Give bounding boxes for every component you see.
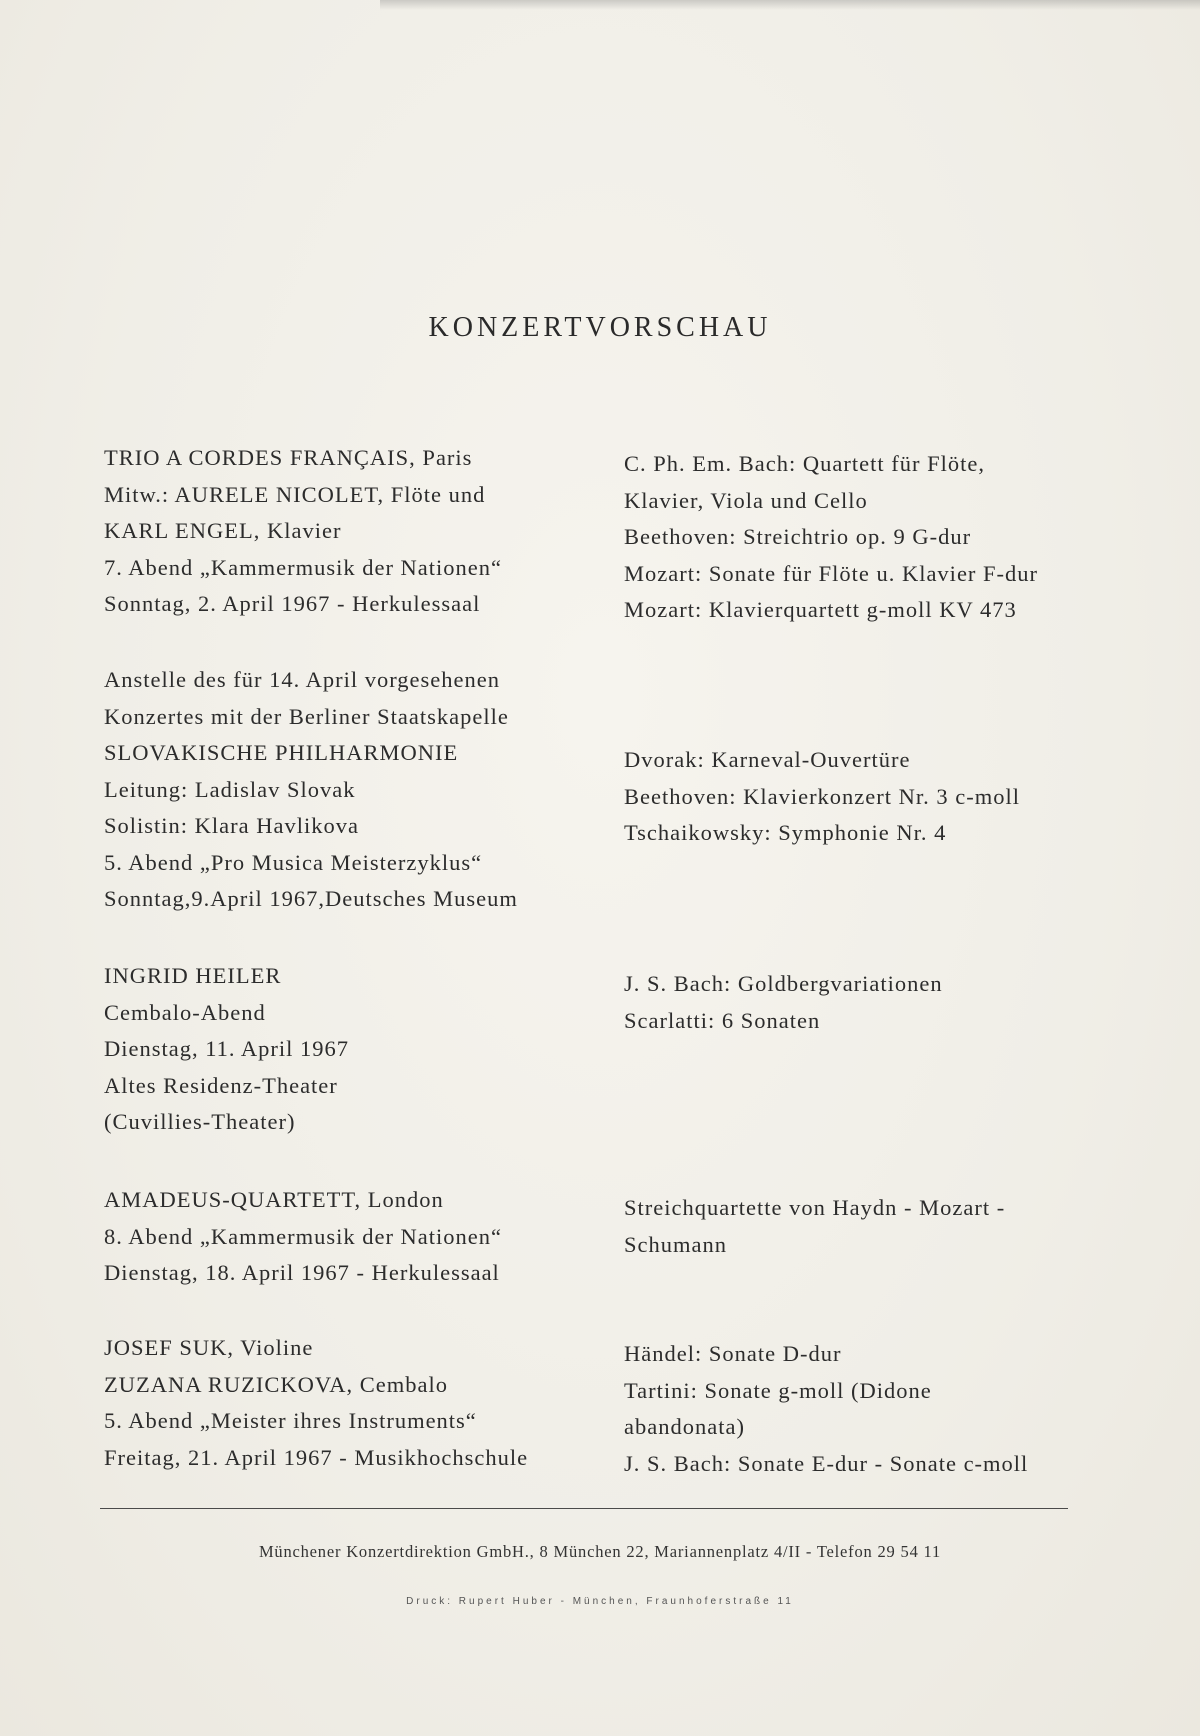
concert-3-program-1: J. S. Bach: Goldbergvariationen (624, 971, 943, 996)
concert-2-program (624, 742, 1124, 852)
concert-5-program-4: J. S. Bach: Sonate E-dur - Sonate c-moll (624, 1450, 1029, 1476)
concert-4-details (104, 1182, 624, 1292)
concert-5-details (104, 1330, 624, 1476)
concert-1-line-1: TRIO A CORDES FRANÇAIS, Paris (104, 445, 473, 470)
concert-4-program-1: Streichquartette von Haydn - Mozart - (624, 1195, 1006, 1220)
concert-5-line-1: JOSEF SUK, Violine (104, 1335, 314, 1360)
concert-1-program-3: Beethoven: Streichtrio op. 9 G-dur (624, 524, 972, 549)
concert-4-line-3: Dienstag, 18. April 1967 - Herkulessaal (104, 1260, 500, 1285)
concert-1-program-1: C. Ph. Em. Bach: Quartett für Flöte, (624, 451, 985, 476)
concert-2-program-2: Beethoven: Klavierkonzert Nr. 3 c-moll (624, 783, 1021, 809)
concert-5-program-3: abandonata) (624, 1414, 745, 1439)
concert-2-line-3: SLOVAKISCHE PHILHARMONIE (104, 740, 459, 765)
concert-5-program-2: Tartini: Sonate g-moll (Didone (624, 1377, 932, 1403)
concert-1-details (104, 440, 624, 623)
concert-3-line-2: Cembalo-Abend (104, 999, 266, 1025)
concert-3-line-4: Altes Residenz-Theater (104, 1072, 338, 1098)
concert-2-line-1: Anstelle des für 14. April vorgesehenen (104, 667, 501, 692)
concert-4-line-2: 8. Abend „Kammermusik der Nationen“ (104, 1223, 503, 1249)
concert-2-line-7: Sonntag,9.April 1967,Deutsches Museum (104, 886, 518, 911)
concert-1-line-2: Mitw.: AURELE NICOLET, Flöte und (104, 481, 486, 507)
concert-2-line-6: 5. Abend „Pro Musica Meisterzyklus“ (104, 849, 483, 875)
concert-2-details (104, 662, 624, 918)
concert-5-program-1: Händel: Sonate D-dur (624, 1341, 842, 1366)
concert-3-line-1: INGRID HEILER (104, 963, 282, 988)
concert-1-line-3: KARL ENGEL, Klavier (104, 518, 342, 543)
concert-2-program-1: Dvorak: Karneval-Ouvertüre (624, 747, 911, 772)
concert-4-program-2: Schumann (624, 1231, 727, 1257)
concert-3-program (624, 966, 1124, 1039)
concert-5-line-3: 5. Abend „Meister ihres Instruments“ (104, 1408, 477, 1433)
concert-3-line-3: Dienstag, 11. April 1967 (104, 1036, 350, 1061)
concert-3-program-2: Scarlatti: 6 Sonaten (624, 1007, 821, 1033)
concert-5-line-2: ZUZANA RUZICKOVA, Cembalo (104, 1371, 448, 1397)
concert-2-line-4: Leitung: Ladislav Slovak (104, 776, 356, 802)
concert-1-program (624, 446, 1124, 629)
concert-1-program-2: Klavier, Viola und Cello (624, 487, 868, 513)
concert-5-program (624, 1336, 1124, 1482)
concert-2-line-5: Solistin: Klara Havlikova (104, 813, 359, 838)
concert-3-details (104, 958, 624, 1141)
concert-1-line-5: Sonntag, 2. April 1967 - Herkulessaal (104, 591, 481, 616)
footer-divider (100, 1508, 1068, 1509)
footer-address: Münchener Konzertdirektion GmbH., 8 München 22, Mariannenplatz 4/II - Telefon 29 54 11 (258, 1542, 942, 1561)
scan-edge-shadow (380, 0, 1200, 10)
concert-1-program-5: Mozart: Klavierquartett g-moll KV 473 (624, 597, 1017, 622)
concert-2-line-2: Konzertes mit der Berliner Staatskapelle (104, 703, 509, 729)
printer-imprint: Druck: Rupert Huber - München, Fraunhoferstraße 11 (406, 1596, 794, 1607)
page-title: KONZERTVORSCHAU (428, 312, 772, 343)
concert-5-line-4: Freitag, 21. April 1967 - Musikhochschule (104, 1444, 529, 1470)
concert-4-line-1: AMADEUS-QUARTETT, London (104, 1187, 444, 1212)
concert-1-line-4: 7. Abend „Kammermusik der Nationen“ (104, 554, 503, 580)
concert-2-program-3: Tschaikowsky: Symphonie Nr. 4 (624, 820, 947, 845)
concert-3-line-5: (Cuvillies-Theater) (104, 1109, 296, 1134)
concert-4-program (624, 1190, 1124, 1263)
concert-1-program-4: Mozart: Sonate für Flöte u. Klavier F-dur (624, 560, 1039, 586)
